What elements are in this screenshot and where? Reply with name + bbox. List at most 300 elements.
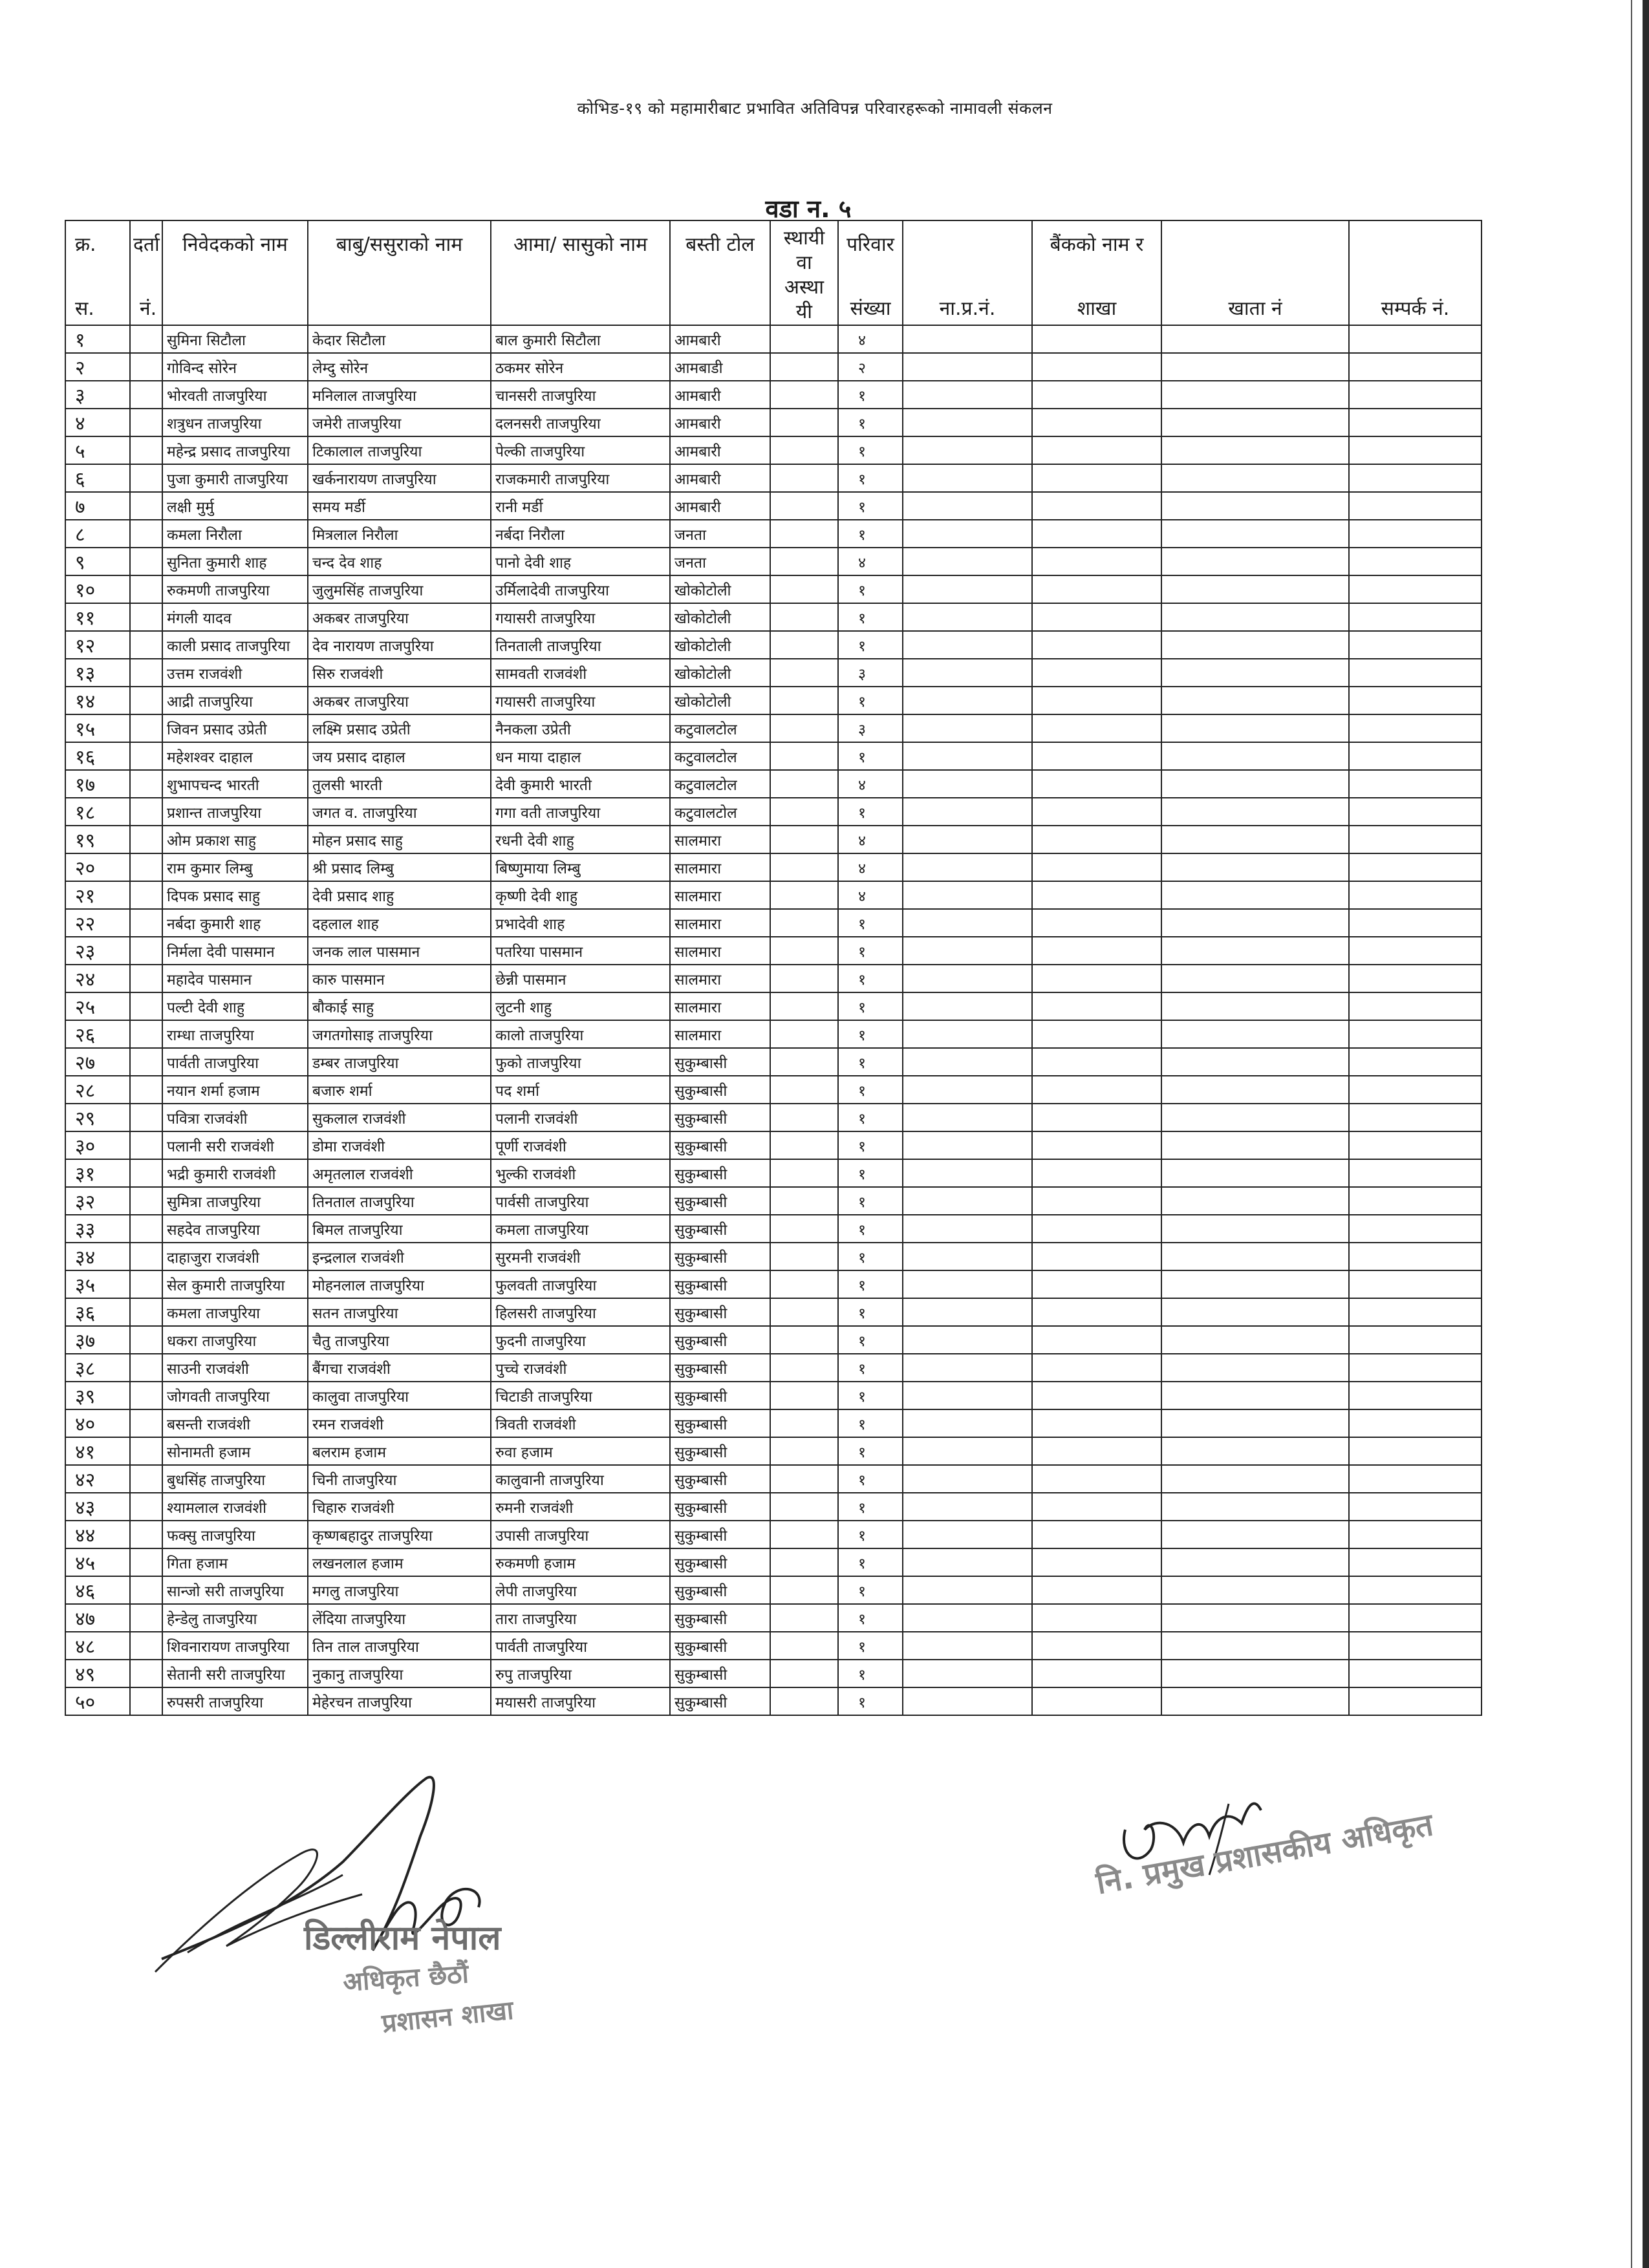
- cell-account: [1161, 742, 1349, 770]
- cell-family-count: १: [838, 937, 903, 965]
- cell-registration: [130, 631, 162, 659]
- cell-mother-name: बिष्णुमाया लिम्बु: [491, 853, 670, 881]
- cell-applicant-name: भोरवती ताजपुरिया: [162, 381, 308, 409]
- cell-applicant-name: श्यामलाल राजवंशी: [162, 1493, 308, 1521]
- cell-serial: १९: [65, 826, 130, 853]
- cell-contact: [1349, 548, 1482, 575]
- cell-serial: ३०: [65, 1131, 130, 1159]
- cell-tole: सुकुम्बासी: [670, 1382, 770, 1409]
- cell-bank: [1032, 409, 1161, 436]
- cell-father-name: केदार सिटौला: [308, 325, 491, 353]
- cell-serial: १: [65, 325, 130, 353]
- cell-tole: सुकुम्बासी: [670, 1048, 770, 1076]
- cell-tole: सुकुम्बासी: [670, 1215, 770, 1243]
- cell-mother-name: मयासरी ताजपुरिया: [491, 1687, 670, 1715]
- cell-family-count: १: [838, 1354, 903, 1382]
- cell-family-count: १: [838, 1243, 903, 1270]
- cell-tole: सालमारा: [670, 881, 770, 909]
- cell-contact: [1349, 575, 1482, 603]
- table-row: [65, 381, 1482, 409]
- cell-citizenship: [903, 1131, 1032, 1159]
- cell-status: [770, 1660, 838, 1687]
- cell-citizenship: [903, 1632, 1032, 1660]
- cell-serial: ८: [65, 520, 130, 548]
- cell-contact: [1349, 1215, 1482, 1243]
- cell-mother-name: तारा ताजपुरिया: [491, 1604, 670, 1632]
- cell-bank: [1032, 436, 1161, 464]
- cell-applicant-name: सुनिता कुमारी शाह: [162, 548, 308, 575]
- cell-registration: [130, 353, 162, 381]
- cell-registration: [130, 1493, 162, 1521]
- cell-mother-name: रुपु ताजपुरिया: [491, 1660, 670, 1687]
- cell-citizenship: [903, 1465, 1032, 1493]
- cell-registration: [130, 909, 162, 937]
- cell-status: [770, 1493, 838, 1521]
- cell-mother-name: भुल्की राजवंशी: [491, 1159, 670, 1187]
- cell-family-count: १: [838, 1437, 903, 1465]
- document-header: कोभिड-१९ को महामारीबाट प्रभावित अतिविपन्न परिवारहरूको नामावली संकलन: [577, 99, 1053, 118]
- cell-serial: ३९: [65, 1382, 130, 1409]
- cell-serial: ४८: [65, 1632, 130, 1660]
- cell-applicant-name: सुमित्रा ताजपुरिया: [162, 1187, 308, 1215]
- table-row: [65, 1437, 1482, 1465]
- cell-mother-name: रुवा हजाम: [491, 1437, 670, 1465]
- cell-bank: [1032, 1465, 1161, 1493]
- cell-registration: [130, 520, 162, 548]
- cell-tole: सालमारा: [670, 853, 770, 881]
- cell-mother-name: गगा वती ताजपुरिया: [491, 798, 670, 826]
- cell-family-count: ४: [838, 881, 903, 909]
- cell-contact: [1349, 1243, 1482, 1270]
- cell-father-name: खर्कनारायण ताजपुरिया: [308, 464, 491, 492]
- cell-applicant-name: महेन्द्र प्रसाद ताजपुरिया: [162, 436, 308, 464]
- cell-mother-name: लेपी ताजपुरिया: [491, 1576, 670, 1604]
- cell-tole: सालमारा: [670, 826, 770, 853]
- ward-title: वडा न. ५: [765, 195, 852, 223]
- cell-family-count: ४: [838, 853, 903, 881]
- cell-registration: [130, 742, 162, 770]
- cell-citizenship: [903, 714, 1032, 742]
- cell-bank: [1032, 1048, 1161, 1076]
- cell-account: [1161, 659, 1349, 687]
- cell-contact: [1349, 659, 1482, 687]
- cell-tole: सुकुम्बासी: [670, 1187, 770, 1215]
- cell-father-name: कारु पासमान: [308, 965, 491, 992]
- col-serial-bottom: स.: [75, 297, 94, 320]
- cell-status: [770, 520, 838, 548]
- cell-father-name: तिनताल ताजपुरिया: [308, 1187, 491, 1215]
- cell-bank: [1032, 1187, 1161, 1215]
- table-row: [65, 1243, 1482, 1270]
- cell-registration: [130, 325, 162, 353]
- cell-applicant-name: सहदेव ताजपुरिया: [162, 1215, 308, 1243]
- cell-account: [1161, 409, 1349, 436]
- cell-mother-name: सुरमनी राजवंशी: [491, 1243, 670, 1270]
- cell-status: [770, 1521, 838, 1548]
- cell-serial: २८: [65, 1076, 130, 1104]
- cell-serial: ९: [65, 548, 130, 575]
- cell-citizenship: [903, 1437, 1032, 1465]
- cell-account: [1161, 1215, 1349, 1243]
- cell-citizenship: [903, 1326, 1032, 1354]
- cell-account: [1161, 1270, 1349, 1298]
- cell-citizenship: [903, 353, 1032, 381]
- cell-contact: [1349, 1298, 1482, 1326]
- cell-bank: [1032, 1548, 1161, 1576]
- cell-father-name: मित्रलाल निरौला: [308, 520, 491, 548]
- cell-family-count: ३: [838, 659, 903, 687]
- cell-tole: सालमारा: [670, 992, 770, 1020]
- col-tole: [670, 220, 770, 325]
- cell-citizenship: [903, 1354, 1032, 1382]
- cell-account: [1161, 464, 1349, 492]
- beneficiary-table: [65, 220, 1482, 1716]
- cell-account: [1161, 1382, 1349, 1409]
- cell-tole: खोकोटोली: [670, 631, 770, 659]
- cell-serial: १६: [65, 742, 130, 770]
- cell-citizenship: [903, 1104, 1032, 1131]
- cell-father-name: टिकालाल ताजपुरिया: [308, 436, 491, 464]
- cell-contact: [1349, 409, 1482, 436]
- cell-registration: [130, 1604, 162, 1632]
- cell-tole: सुकुम्बासी: [670, 1548, 770, 1576]
- cell-bank: [1032, 1104, 1161, 1131]
- cell-tole: आमबाडी: [670, 353, 770, 381]
- cell-mother-name: पुच्चे राजवंशी: [491, 1354, 670, 1382]
- cell-tole: कटुवालटोल: [670, 770, 770, 798]
- cell-tole: सुकुम्बासी: [670, 1465, 770, 1493]
- cell-account: [1161, 1409, 1349, 1437]
- cell-status: [770, 770, 838, 798]
- cell-serial: ४२: [65, 1465, 130, 1493]
- cell-status: [770, 881, 838, 909]
- cell-registration: [130, 992, 162, 1020]
- cell-registration: [130, 409, 162, 436]
- cell-account: [1161, 631, 1349, 659]
- cell-serial: ४३: [65, 1493, 130, 1521]
- cell-registration: [130, 770, 162, 798]
- cell-account: [1161, 1687, 1349, 1715]
- table-row: [65, 1048, 1482, 1076]
- cell-registration: [130, 464, 162, 492]
- cell-father-name: चिनी ताजपुरिया: [308, 1465, 491, 1493]
- cell-mother-name: पार्वती ताजपुरिया: [491, 1632, 670, 1660]
- cell-bank: [1032, 1521, 1161, 1548]
- col-registration: [130, 220, 162, 325]
- cell-mother-name: कमला ताजपुरिया: [491, 1215, 670, 1243]
- cell-father-name: कालुवा ताजपुरिया: [308, 1382, 491, 1409]
- table-header-row: [65, 220, 1482, 325]
- cell-mother-name: नर्बदा निरौला: [491, 520, 670, 548]
- cell-status: [770, 909, 838, 937]
- cell-account: [1161, 826, 1349, 853]
- cell-registration: [130, 1215, 162, 1243]
- cell-father-name: रमन राजवंशी: [308, 1409, 491, 1437]
- cell-bank: [1032, 1576, 1161, 1604]
- cell-status: [770, 1270, 838, 1298]
- cell-citizenship: [903, 1604, 1032, 1632]
- table-row: [65, 548, 1482, 575]
- cell-tole: सुकुम्बासी: [670, 1409, 770, 1437]
- table-row: [65, 659, 1482, 687]
- cell-status: [770, 353, 838, 381]
- cell-account: [1161, 1660, 1349, 1687]
- cell-mother-name: पेल्की ताजपुरिया: [491, 436, 670, 464]
- cell-contact: [1349, 714, 1482, 742]
- cell-father-name: चन्द देव शाह: [308, 548, 491, 575]
- cell-serial: १७: [65, 770, 130, 798]
- cell-family-count: १: [838, 520, 903, 548]
- table-row: [65, 1298, 1482, 1326]
- cell-citizenship: [903, 1076, 1032, 1104]
- table-row: [65, 881, 1482, 909]
- cell-citizenship: [903, 1660, 1032, 1687]
- cell-father-name: जय प्रसाद दाहाल: [308, 742, 491, 770]
- cell-status: [770, 1604, 838, 1632]
- cell-family-count: १: [838, 1131, 903, 1159]
- cell-serial: ५०: [65, 1687, 130, 1715]
- cell-tole: आमबारी: [670, 325, 770, 353]
- cell-father-name: चैतु ताजपुरिया: [308, 1326, 491, 1354]
- cell-account: [1161, 1632, 1349, 1660]
- cell-father-name: जगतगोसाइ ताजपुरिया: [308, 1020, 491, 1048]
- cell-status: [770, 742, 838, 770]
- cell-tole: सालमारा: [670, 909, 770, 937]
- cell-family-count: १: [838, 381, 903, 409]
- cell-account: [1161, 1104, 1349, 1131]
- cell-mother-name: चानसरी ताजपुरिया: [491, 381, 670, 409]
- cell-contact: [1349, 603, 1482, 631]
- cell-mother-name: देवी कुमारी भारती: [491, 770, 670, 798]
- cell-family-count: १: [838, 1076, 903, 1104]
- cell-serial: २९: [65, 1104, 130, 1131]
- cell-account: [1161, 603, 1349, 631]
- cell-family-count: १: [838, 909, 903, 937]
- cell-citizenship: [903, 909, 1032, 937]
- table-row: [65, 603, 1482, 631]
- cell-tole: सुकुम्बासी: [670, 1270, 770, 1298]
- cell-status: [770, 381, 838, 409]
- cell-citizenship: [903, 1048, 1032, 1076]
- cell-account: [1161, 687, 1349, 714]
- cell-family-count: १: [838, 1382, 903, 1409]
- col-father: [308, 220, 491, 325]
- cell-status: [770, 687, 838, 714]
- col-registration-bottom: नं.: [140, 297, 157, 320]
- cell-contact: [1349, 520, 1482, 548]
- cell-father-name: जमेरी ताजपुरिया: [308, 409, 491, 436]
- cell-applicant-name: सोनामती हजाम: [162, 1437, 308, 1465]
- table-row: [65, 1326, 1482, 1354]
- cell-applicant-name: सान्जो सरी ताजपुरिया: [162, 1576, 308, 1604]
- left-stamp-dept: प्रशासन शाखा: [380, 1995, 515, 2039]
- cell-mother-name: धन माया दाहाल: [491, 742, 670, 770]
- cell-mother-name: पतरिया पासमान: [491, 937, 670, 965]
- cell-family-count: १: [838, 1409, 903, 1437]
- cell-contact: [1349, 1576, 1482, 1604]
- cell-registration: [130, 1660, 162, 1687]
- cell-citizenship: [903, 937, 1032, 965]
- cell-tole: खोकोटोली: [670, 687, 770, 714]
- cell-contact: [1349, 1104, 1482, 1131]
- cell-family-count: १: [838, 409, 903, 436]
- cell-family-count: १: [838, 687, 903, 714]
- cell-tole: जनता: [670, 520, 770, 548]
- cell-applicant-name: कमला निरौला: [162, 520, 308, 548]
- table-row: [65, 1020, 1482, 1048]
- cell-citizenship: [903, 325, 1032, 353]
- cell-father-name: चिहारु राजवंशी: [308, 1493, 491, 1521]
- cell-family-count: १: [838, 1632, 903, 1660]
- cell-father-name: बिमल ताजपुरिया: [308, 1215, 491, 1243]
- col-family: [838, 220, 903, 325]
- cell-family-count: १: [838, 464, 903, 492]
- cell-citizenship: [903, 965, 1032, 992]
- cell-father-name: लखनलाल हजाम: [308, 1548, 491, 1576]
- cell-contact: [1349, 826, 1482, 853]
- cell-account: [1161, 325, 1349, 353]
- cell-contact: [1349, 1660, 1482, 1687]
- cell-contact: [1349, 1159, 1482, 1187]
- table-row: [65, 1521, 1482, 1548]
- table-row: [65, 1187, 1482, 1215]
- cell-status: [770, 1437, 838, 1465]
- cell-father-name: मनिलाल ताजपुरिया: [308, 381, 491, 409]
- cell-mother-name: उपासी ताजपुरिया: [491, 1521, 670, 1548]
- cell-applicant-name: सुमिना सिटौला: [162, 325, 308, 353]
- table-row: [65, 1131, 1482, 1159]
- cell-account: [1161, 1521, 1349, 1548]
- col-contact: [1349, 220, 1482, 325]
- cell-contact: [1349, 853, 1482, 881]
- cell-tole: कटुवालटोल: [670, 742, 770, 770]
- cell-serial: २५: [65, 992, 130, 1020]
- cell-father-name: सुकलाल राजवंशी: [308, 1104, 491, 1131]
- cell-mother-name: पलानी राजवंशी: [491, 1104, 670, 1131]
- cell-contact: [1349, 770, 1482, 798]
- cell-tole: सुकुम्बासी: [670, 1632, 770, 1660]
- cell-tole: सुकुम्बासी: [670, 1437, 770, 1465]
- table-body: [65, 325, 1482, 1715]
- cell-family-count: १: [838, 1048, 903, 1076]
- cell-mother-name: रधनी देवी शाहु: [491, 826, 670, 853]
- cell-contact: [1349, 325, 1482, 353]
- cell-family-count: ४: [838, 770, 903, 798]
- cell-tole: जनता: [670, 548, 770, 575]
- cell-account: [1161, 937, 1349, 965]
- cell-tole: आमबारी: [670, 381, 770, 409]
- cell-status: [770, 1076, 838, 1104]
- cell-registration: [130, 687, 162, 714]
- cell-bank: [1032, 1437, 1161, 1465]
- cell-contact: [1349, 1270, 1482, 1298]
- left-stamp-name: डिल्लीराम नेपाल: [304, 1919, 501, 1958]
- cell-tole: आमबारी: [670, 464, 770, 492]
- cell-serial: ३२: [65, 1187, 130, 1215]
- cell-applicant-name: जोगवती ताजपुरिया: [162, 1382, 308, 1409]
- table-row: [65, 992, 1482, 1020]
- cell-contact: [1349, 1465, 1482, 1493]
- cell-contact: [1349, 992, 1482, 1020]
- cell-tole: आमबारी: [670, 492, 770, 520]
- cell-registration: [130, 1687, 162, 1715]
- cell-tole: सुकुम्बासी: [670, 1354, 770, 1382]
- cell-bank: [1032, 1020, 1161, 1048]
- cell-father-name: समय मर्डी: [308, 492, 491, 520]
- cell-status: [770, 1382, 838, 1409]
- cell-account: [1161, 770, 1349, 798]
- cell-father-name: डम्बर ताजपुरिया: [308, 1048, 491, 1076]
- cell-citizenship: [903, 742, 1032, 770]
- cell-account: [1161, 353, 1349, 381]
- cell-status: [770, 1243, 838, 1270]
- cell-father-name: मोहनलाल ताजपुरिया: [308, 1270, 491, 1298]
- cell-tole: खोकोटोली: [670, 603, 770, 631]
- cell-family-count: १: [838, 1326, 903, 1354]
- cell-father-name: अकबर ताजपुरिया: [308, 603, 491, 631]
- cell-serial: १०: [65, 575, 130, 603]
- cell-mother-name: बाल कुमारी सिटौला: [491, 325, 670, 353]
- cell-status: [770, 1159, 838, 1187]
- cell-contact: [1349, 798, 1482, 826]
- cell-applicant-name: शुभापचन्द भारती: [162, 770, 308, 798]
- cell-account: [1161, 992, 1349, 1020]
- cell-citizenship: [903, 1298, 1032, 1326]
- col-citizenship-label: ना.प्र.नं.: [939, 297, 996, 320]
- cell-tole: सुकुम्बासी: [670, 1326, 770, 1354]
- cell-registration: [130, 603, 162, 631]
- table-row: [65, 1159, 1482, 1187]
- cell-status: [770, 409, 838, 436]
- cell-citizenship: [903, 520, 1032, 548]
- cell-account: [1161, 1437, 1349, 1465]
- cell-applicant-name: मंगली यादव: [162, 603, 308, 631]
- table-row: [65, 1076, 1482, 1104]
- cell-mother-name: नैनकला उप्रेती: [491, 714, 670, 742]
- cell-family-count: १: [838, 1660, 903, 1687]
- cell-serial: ४७: [65, 1604, 130, 1632]
- cell-registration: [130, 1465, 162, 1493]
- cell-bank: [1032, 520, 1161, 548]
- cell-father-name: बजारु शर्मा: [308, 1076, 491, 1104]
- cell-bank: [1032, 492, 1161, 520]
- col-applicant: [162, 220, 308, 325]
- cell-applicant-name: कमला ताजपुरिया: [162, 1298, 308, 1326]
- cell-applicant-name: लक्षी मुर्मु: [162, 492, 308, 520]
- cell-status: [770, 631, 838, 659]
- cell-serial: १४: [65, 687, 130, 714]
- cell-father-name: लेम्दु सोरेन: [308, 353, 491, 381]
- cell-status: [770, 1548, 838, 1576]
- cell-mother-name: हिलसरी ताजपुरिया: [491, 1298, 670, 1326]
- cell-serial: ४०: [65, 1409, 130, 1437]
- cell-serial: ५: [65, 436, 130, 464]
- cell-mother-name: उर्मिलादेवी ताजपुरिया: [491, 575, 670, 603]
- cell-bank: [1032, 325, 1161, 353]
- cell-status: [770, 798, 838, 826]
- cell-applicant-name: हेन्डेलु ताजपुरिया: [162, 1604, 308, 1632]
- table-row: [65, 742, 1482, 770]
- cell-status: [770, 1354, 838, 1382]
- table-row: [65, 1660, 1482, 1687]
- cell-registration: [130, 1298, 162, 1326]
- cell-status: [770, 937, 838, 965]
- cell-account: [1161, 1159, 1349, 1187]
- cell-applicant-name: बुधसिंह ताजपुरिया: [162, 1465, 308, 1493]
- cell-tole: सुकुम्बासी: [670, 1243, 770, 1270]
- cell-serial: ३३: [65, 1215, 130, 1243]
- cell-status: [770, 548, 838, 575]
